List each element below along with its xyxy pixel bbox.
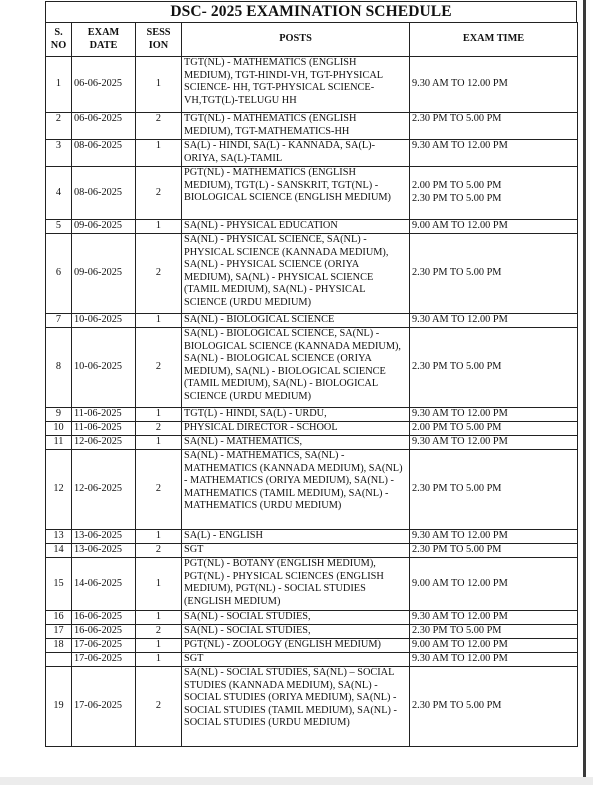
page-title: DSC- 2025 EXAMINATION SCHEDULE <box>45 1 577 22</box>
cell-session: 1 <box>136 611 182 625</box>
cell-session: 1 <box>136 558 182 611</box>
cell-exam-time: 2.30 PM TO 5.00 PM <box>410 625 578 639</box>
table-row <box>46 113 578 140</box>
table-row <box>46 220 578 234</box>
cell-session: 2 <box>136 113 182 140</box>
header-session: SESS ION <box>136 23 182 57</box>
cell-exam-date: 06-06-2025 <box>72 57 136 113</box>
cell-exam-time: 9.30 AM TO 12.00 PM <box>410 436 578 450</box>
header-row <box>46 23 578 57</box>
cell-session: 2 <box>136 234 182 314</box>
cell-exam-date: 06-06-2025 <box>72 113 136 140</box>
cell-session: 2 <box>136 328 182 408</box>
table-row <box>46 625 578 639</box>
table-row <box>46 653 578 667</box>
cell-posts: SA(NL) - SOCIAL STUDIES, SA(NL) – SOCIAL STUDIES (KANNADA MEDIUM), SA(NL) - SOCIAL STUDIES (ORIYA MEDIUM), SA(NL) - SOCIAL STUDIES (TAMIL MEDIUM), SA(NL) - SOCIAL STUDIES (URDU MEDIUM) <box>182 667 410 747</box>
cell-exam-date: 13-06-2025 <box>72 530 136 544</box>
cell-exam-time: 2.00 PM TO 5.00 PM <box>410 422 578 436</box>
cell-exam-time: 9.30 AM TO 12.00 PM <box>410 611 578 625</box>
cell-sno <box>46 653 72 667</box>
cell-exam-date: 17-06-2025 <box>72 653 136 667</box>
cell-exam-date: 08-06-2025 <box>72 140 136 167</box>
window-edge <box>583 0 586 785</box>
cell-session: 1 <box>136 57 182 113</box>
cell-posts: SA(NL) - SOCIAL STUDIES, <box>182 611 410 625</box>
cell-sno: 5 <box>46 220 72 234</box>
cell-posts: PGT(NL) - BOTANY (ENGLISH MEDIUM), PGT(NL) - PHYSICAL SCIENCES (ENGLISH MEDIUM), PGT(NL) - SOCIAL STUDIES (ENGLISH MEDIUM) <box>182 558 410 611</box>
cell-sno: 8 <box>46 328 72 408</box>
cell-exam-date: 12-06-2025 <box>72 436 136 450</box>
cell-exam-date: 13-06-2025 <box>72 544 136 558</box>
table-row <box>46 544 578 558</box>
table-row <box>46 408 578 422</box>
table-row <box>46 436 578 450</box>
cell-sno: 2 <box>46 113 72 140</box>
schedule-body <box>46 57 578 747</box>
cell-posts: TGT(L) - HINDI, SA(L) - URDU, <box>182 408 410 422</box>
cell-posts: SA(NL) - BIOLOGICAL SCIENCE, SA(NL) - BIOLOGICAL SCIENCE (KANNADA MEDIUM), SA(NL) - BIOLOGICAL SCIENCE (ORIYA MEDIUM), SA(NL) - BIOLOGICAL SCIENCE (TAMIL MEDIUM), SA(NL) - BIOLOGICAL SCIENCE (URDU MEDIUM) <box>182 328 410 408</box>
table-row <box>46 328 578 408</box>
cell-session: 1 <box>136 220 182 234</box>
cell-exam-time: 9.00 AM TO 12.00 PM <box>410 558 578 611</box>
cell-posts: PHYSICAL DIRECTOR - SCHOOL <box>182 422 410 436</box>
table-row <box>46 611 578 625</box>
table-row <box>46 314 578 328</box>
cell-session: 1 <box>136 653 182 667</box>
cell-sno: 7 <box>46 314 72 328</box>
table-row <box>46 558 578 611</box>
table-row <box>46 530 578 544</box>
cell-exam-date: 14-06-2025 <box>72 558 136 611</box>
cell-exam-time: 9.30 AM TO 12.00 PM <box>410 530 578 544</box>
exam-time-line: 2.30 PM TO 5.00 PM <box>412 193 502 204</box>
cell-sno: 9 <box>46 408 72 422</box>
cell-exam-time: 9.00 AM TO 12.00 PM <box>410 639 578 653</box>
cell-exam-time: 9.00 AM TO 12.00 PM <box>410 220 578 234</box>
cell-sno: 10 <box>46 422 72 436</box>
table-row <box>46 450 578 530</box>
cell-sno: 17 <box>46 625 72 639</box>
cell-posts: SGT <box>182 544 410 558</box>
cell-posts: SA(L) - HINDI, SA(L) - KANNADA, SA(L)-ORIYA, SA(L)-TAMIL <box>182 140 410 167</box>
table-row <box>46 639 578 653</box>
cell-exam-time: 9.30 AM TO 12.00 PM <box>410 653 578 667</box>
cell-exam-time: 9.30 AM TO 12.00 PM <box>410 314 578 328</box>
cell-exam-date: 16-06-2025 <box>72 625 136 639</box>
cell-session: 1 <box>136 140 182 167</box>
cell-exam-time: 2.30 PM TO 5.00 PM <box>410 544 578 558</box>
cell-exam-time: 2.30 PM TO 5.00 PM <box>410 328 578 408</box>
exam-schedule-sheet <box>45 1 577 747</box>
cell-session: 2 <box>136 544 182 558</box>
exam-time-line: 2.00 PM TO 5.00 PM <box>412 180 502 192</box>
cell-posts: SGT <box>182 653 410 667</box>
cell-exam-date: 17-06-2025 <box>72 667 136 747</box>
table-row <box>46 667 578 747</box>
cell-posts: SA(NL) - BIOLOGICAL SCIENCE <box>182 314 410 328</box>
cell-exam-time: 2.30 PM TO 5.00 PM <box>410 450 578 530</box>
cell-exam-time: 2.30 PM TO 5.00 PM <box>410 667 578 747</box>
cell-session: 1 <box>136 314 182 328</box>
table-row <box>46 422 578 436</box>
cell-exam-date: 10-06-2025 <box>72 328 136 408</box>
table-row <box>46 234 578 314</box>
table-row <box>46 140 578 167</box>
cell-exam-time: 2.30 PM TO 5.00 PM <box>410 113 578 140</box>
cell-session: 2 <box>136 667 182 747</box>
cell-session: 2 <box>136 167 182 220</box>
cell-posts: SA(NL) - MATHEMATICS, <box>182 436 410 450</box>
header-exam-time: EXAM TIME <box>410 23 578 57</box>
bottom-band <box>0 777 593 785</box>
cell-session: 2 <box>136 625 182 639</box>
cell-exam-time: 2.30 PM TO 5.00 PM <box>410 234 578 314</box>
cell-sno: 11 <box>46 436 72 450</box>
cell-sno: 6 <box>46 234 72 314</box>
table-row <box>46 57 578 113</box>
cell-exam-date: 10-06-2025 <box>72 314 136 328</box>
cell-exam-date: 12-06-2025 <box>72 450 136 530</box>
cell-posts: PGT(NL) - ZOOLOGY (ENGLISH MEDIUM) <box>182 639 410 653</box>
cell-sno: 1 <box>46 57 72 113</box>
cell-exam-date: 17-06-2025 <box>72 639 136 653</box>
cell-posts: SA(NL) - PHYSICAL EDUCATION <box>182 220 410 234</box>
cell-exam-date: 09-06-2025 <box>72 220 136 234</box>
cell-exam-date: 11-06-2025 <box>72 422 136 436</box>
cell-session: 2 <box>136 450 182 530</box>
cell-sno: 18 <box>46 639 72 653</box>
table-row <box>46 167 578 220</box>
cell-exam-time: 9.30 AM TO 12.00 PM <box>410 408 578 422</box>
cell-sno: 3 <box>46 140 72 167</box>
cell-sno: 15 <box>46 558 72 611</box>
cell-posts: SA(NL) - SOCIAL STUDIES, <box>182 625 410 639</box>
cell-posts: PGT(NL) - MATHEMATICS (ENGLISH MEDIUM), TGT(L) - SANSKRIT, TGT(NL) - BIOLOGICAL SCIENCE (ENGLISH MEDIUM) <box>182 167 410 220</box>
cell-sno: 12 <box>46 450 72 530</box>
cell-posts: TGT(NL) - MATHEMATICS (ENGLISH MEDIUM), TGT-MATHEMATICS-HH <box>182 113 410 140</box>
cell-session: 1 <box>136 408 182 422</box>
schedule-table <box>45 22 578 747</box>
cell-session: 1 <box>136 530 182 544</box>
cell-posts: SA(L) - ENGLISH <box>182 530 410 544</box>
cell-exam-date: 08-06-2025 <box>72 167 136 220</box>
cell-exam-date: 16-06-2025 <box>72 611 136 625</box>
cell-posts: SA(NL) - PHYSICAL SCIENCE, SA(NL) - PHYSICAL SCIENCE (KANNADA MEDIUM), SA(NL) - PHYSICAL SCIENCE (ORIYA MEDIUM), SA(NL) - PHYSICAL SCIENCE (TAMIL MEDIUM), SA(NL) - PHYSICAL SCIENCE (URDU MEDIUM) <box>182 234 410 314</box>
cell-sno: 16 <box>46 611 72 625</box>
header-posts: POSTS <box>182 23 410 57</box>
header-sno: S. NO <box>46 23 72 57</box>
cell-sno: 13 <box>46 530 72 544</box>
cell-sno: 14 <box>46 544 72 558</box>
cell-posts: SA(NL) - MATHEMATICS, SA(NL) - MATHEMATICS (KANNADA MEDIUM), SA(NL) - MATHEMATICS (ORIYA MEDIUM), SA(NL) - MATHEMATICS (TAMIL MEDIUM), SA(NL) - MATHEMATICS (URDU MEDIUM) <box>182 450 410 530</box>
cell-posts: TGT(NL) - MATHEMATICS (ENGLISH MEDIUM), TGT-HINDI-VH, TGT-PHYSICAL SCIENCE- HH, TGT-PHYSICAL SCIENCE-VH,TGT(L)-TELUGU HH <box>182 57 410 113</box>
cell-session: 1 <box>136 639 182 653</box>
cell-exam-date: 09-06-2025 <box>72 234 136 314</box>
header-exam-date: EXAM DATE <box>72 23 136 57</box>
cell-exam-time <box>410 167 578 220</box>
cell-exam-time: 9.30 AM TO 12.00 PM <box>410 57 578 113</box>
cell-exam-time: 9.30 AM TO 12.00 PM <box>410 140 578 167</box>
cell-exam-date: 11-06-2025 <box>72 408 136 422</box>
cell-session: 2 <box>136 422 182 436</box>
cell-sno: 19 <box>46 667 72 747</box>
cell-session: 1 <box>136 436 182 450</box>
cell-sno: 4 <box>46 167 72 220</box>
